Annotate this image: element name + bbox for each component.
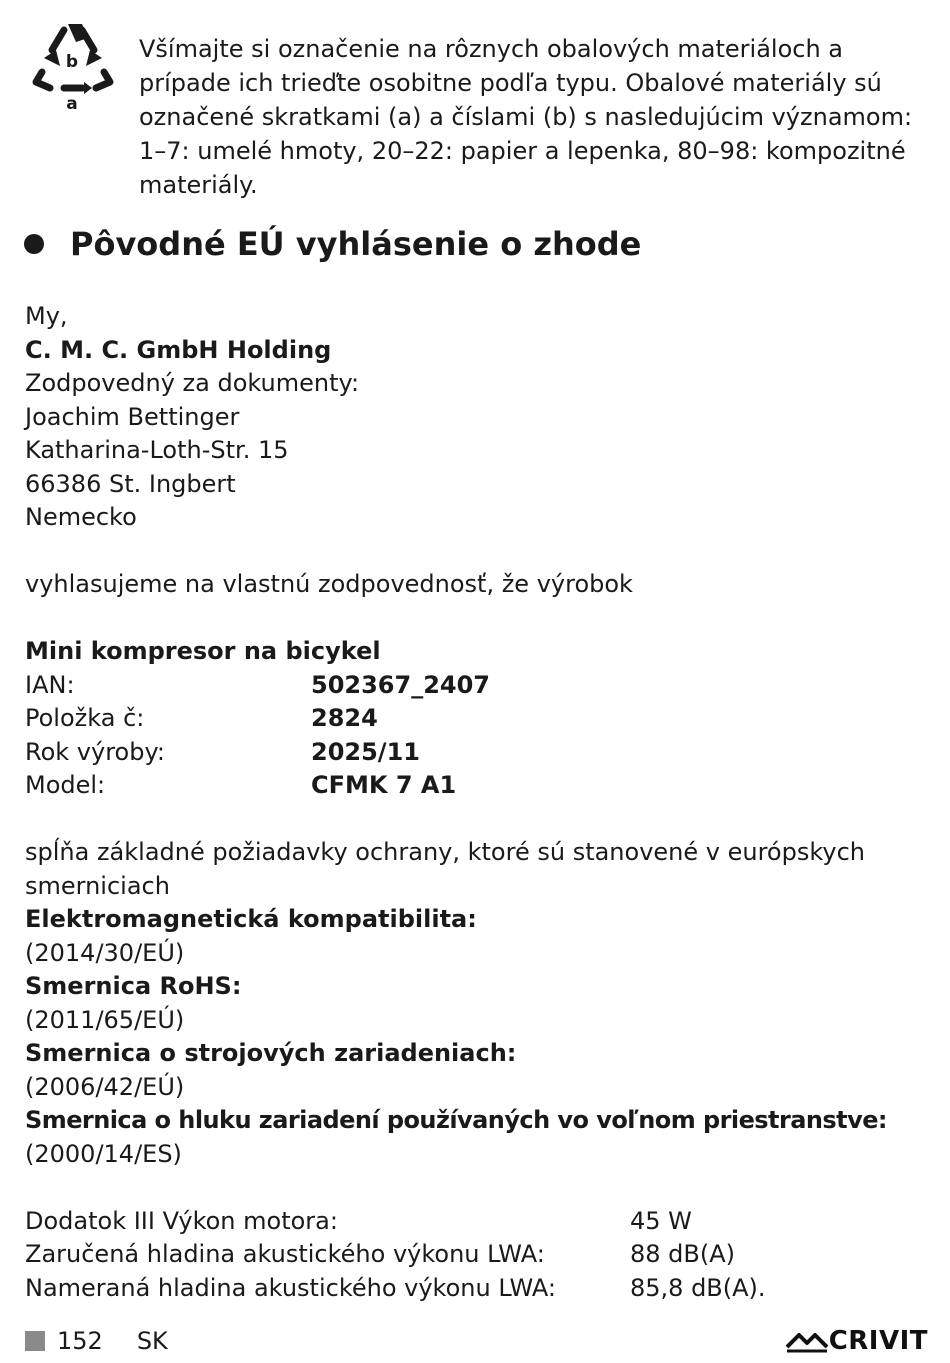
- spec-value: 45 W: [630, 1206, 692, 1235]
- page-number: 152: [57, 1327, 103, 1355]
- field-value: 2025/11: [311, 737, 420, 766]
- spec-row-measured-noise: [25, 1272, 935, 1306]
- brand-logo: [785, 1326, 928, 1356]
- directive-name: Elektromagnetická kompatibilita:: [25, 905, 477, 933]
- directive-code: (2011/65/EÚ): [25, 1005, 185, 1034]
- directive-name: Smernica o strojových zariadeniach:: [25, 1039, 517, 1067]
- product-field-year: [25, 736, 935, 770]
- compliance-intro-1: spĺňa základné požiadavky ochrany, ktoré sú stanovené v európskych: [25, 838, 865, 866]
- address-city: 66386 St. Ingbert: [25, 469, 236, 498]
- directive-code: (2006/42/EÚ): [25, 1072, 185, 1101]
- spec-label: Nameraná hladina akustického výkonu LWA:: [25, 1273, 556, 1302]
- field-label: Položka č:: [25, 704, 145, 732]
- spec-label: Zaručená hladina akustického výkonu LWA:: [25, 1240, 545, 1268]
- product-field-model: [25, 769, 935, 803]
- page-title: Pôvodné EÚ vyhlásenie o zhode: [70, 225, 642, 263]
- recycle-letter-a: a: [66, 94, 78, 114]
- field-label: Rok výroby:: [25, 737, 166, 766]
- product-field-ian: [25, 669, 935, 703]
- brand-name: CRIVIT: [828, 1326, 928, 1356]
- field-value: 2824: [311, 704, 378, 732]
- footer-square-icon: [25, 1331, 45, 1351]
- address-street: Katharina-Loth-Str. 15: [25, 436, 289, 464]
- spec-row-power: [25, 1205, 935, 1239]
- declaration-body: [25, 300, 935, 1305]
- spec-row-guaranteed-noise: [25, 1238, 935, 1272]
- address-country: Nemecko: [25, 503, 137, 531]
- page-footer: [25, 1326, 168, 1356]
- declarant-company: C. M. C. GmbH Holding: [25, 335, 332, 364]
- section-heading: [24, 220, 934, 268]
- bullet-icon: [24, 234, 44, 254]
- field-value: CFMK 7 A1: [311, 771, 457, 799]
- directive-code: (2014/30/EÚ): [25, 938, 185, 967]
- responsible-name: Joachim Bettinger: [25, 402, 240, 431]
- recycle-letter-b: b: [65, 52, 79, 72]
- recycling-notice: Všímajte si označenie na rôznych obalových materiáloch a prípade ich trieďte osobitne podľa typu. Obalové materiály sú označené skratkami (a) a číslami (b) s nasledujúcim významom: 1–7: umelé hmoty, 20–22: papier a lepenka, 80–98: kompozitné materiály.: [139, 35, 913, 199]
- spec-label: Dodatok III Výkon motora:: [25, 1206, 338, 1235]
- directive-code: (2000/14/ES): [25, 1139, 182, 1168]
- responsible-label: Zodpovedný za dokumenty:: [25, 369, 360, 397]
- spec-value: 85,8 dB(A).: [630, 1273, 766, 1302]
- directive-name: Smernica o hluku zariadení používaných vo voľnom priestranstve:: [25, 1106, 887, 1134]
- crivit-logo-icon: [785, 1329, 829, 1353]
- declarant-we: My,: [25, 302, 68, 330]
- compliance-intro-2: smerniciach: [25, 871, 170, 900]
- spec-value: 88 dB(A): [630, 1240, 736, 1268]
- language-code: SK: [136, 1327, 168, 1355]
- field-label: IAN:: [25, 670, 75, 699]
- field-label: Model:: [25, 771, 106, 799]
- product-name: Mini kompresor na bicykel: [25, 637, 381, 665]
- directive-name: Smernica RoHS:: [25, 972, 242, 1000]
- product-field-item: [25, 702, 935, 736]
- field-value: 502367_2407: [311, 670, 490, 699]
- declaration-text: vyhlasujeme na vlastnú zodpovednosť, že výrobok: [25, 570, 633, 598]
